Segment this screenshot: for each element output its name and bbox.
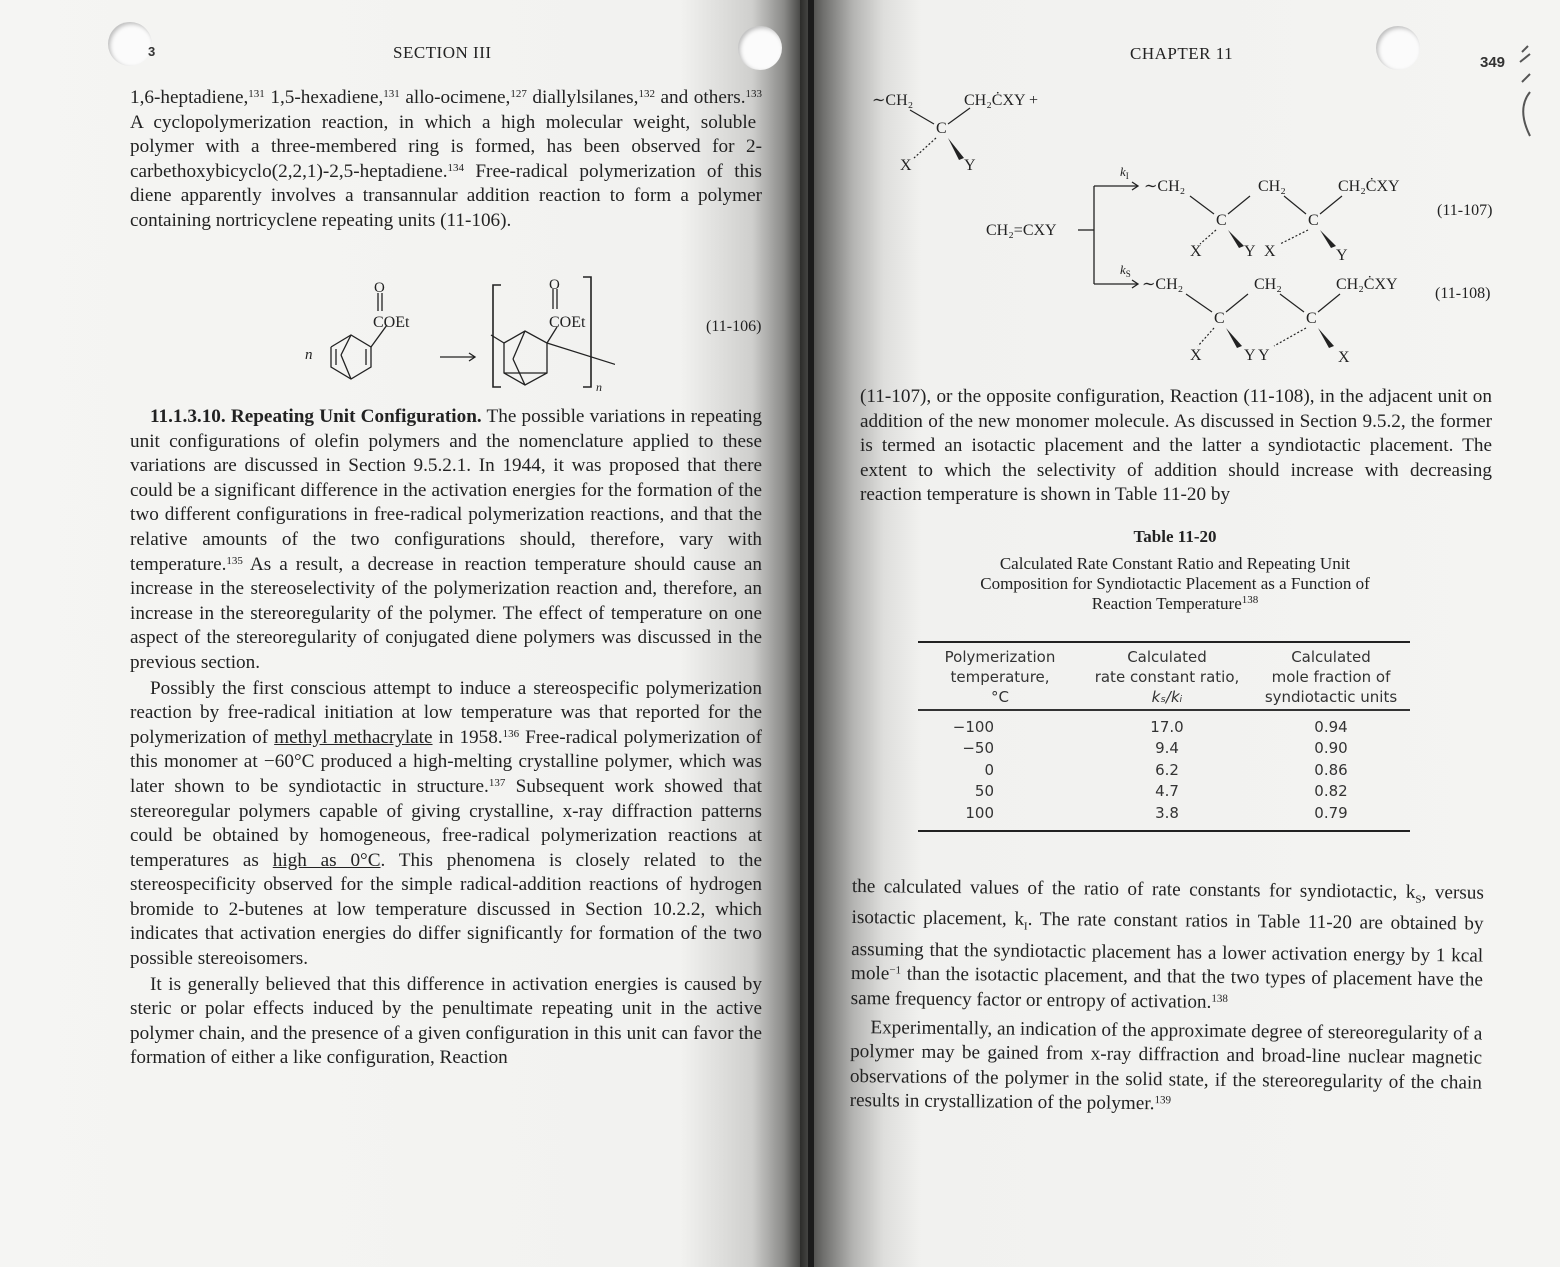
svg-text:X: X <box>1190 243 1202 260</box>
svg-text:Y: Y <box>1258 347 1270 364</box>
header-temperature: Polymerization temperature, °C <box>944 648 1056 706</box>
text: Free-radical polymerization of this diene apparently involves a transannular addition reaction to form a polymer containing nortricyclene repeating units (11-106). <box>130 160 762 231</box>
table-row: −100 17.0 0.94 <box>952 717 1348 736</box>
svg-text:X: X <box>1264 243 1276 260</box>
svg-text:CH₂ĊXY: CH₂ĊXY <box>1336 276 1398 293</box>
syndiotactic-product <box>1142 275 1398 366</box>
monomer-coefficient: n <box>305 347 313 363</box>
right-para-1: (11-107), or the opposite configuration, Reaction (11-108), in the adjacent unit on addition of the new monomer molecule. As discussed in Section 9.5.2, the former is termed an isotactic placement and the latter a syndiotactic placement. The extent to which the selectivity of addition should increase with decreasing reaction temperature is shown in Table 11-20 by <box>860 386 1492 506</box>
footnote-ref: 131 <box>383 88 400 100</box>
page-number: 349 <box>1480 54 1506 71</box>
k-isotactic-label: $k_I$ <box>1120 164 1129 181</box>
text: . This phenomena is closely related to the stereospecificity observed for the simple radical-addition reactions of hydrogen bromide to 2-butenes at low temperature discussed in Section 10.2.2, which indicates that activation energies do differ significantly for formation of the two possible stereoisomers. <box>130 849 762 970</box>
left-para-4: It is generally believed that this difference in activation energies is caused by steric or polar effects induced by the penultimate repeating unit in the active polymer chain, and the presence of a given configuration in this unit can favor the formation of either a like configuration, Reaction <box>130 973 762 1069</box>
footnote-ref: 138 <box>1241 594 1259 606</box>
running-head-left: SECTION III <box>393 43 492 62</box>
footnote-ref: 139 <box>1154 1094 1172 1107</box>
footnote-ref: 137 <box>488 776 506 789</box>
section-heading: 11.1.3.10. Repeating Unit Configuration. <box>150 406 482 427</box>
isotactic-product <box>1144 177 1400 264</box>
repeat-subscript: n <box>596 380 602 394</box>
radical-group: CH₂ĊXY + <box>964 92 1039 109</box>
svg-text:C: C <box>1214 310 1225 327</box>
syndiotactic-bonds <box>1186 294 1340 346</box>
footnote-ref: 138 <box>1211 992 1228 1005</box>
norbornadiene-ring <box>331 293 387 379</box>
equation-label-11-108: (11-108) <box>1435 285 1491 302</box>
table-row: 50 4.7 0.82 <box>974 782 1348 800</box>
table-row: −50 9.4 0.90 <box>962 739 1348 757</box>
polymer-carbonyl-oxygen: O <box>549 277 560 293</box>
svg-text:∼CH₂: ∼CH₂ <box>1144 178 1186 195</box>
text: Possibly the first conscious attempt to induce a stereospecific polymerization reaction by free-radical initiation at low temperature was that reported for the polymerization of <box>130 677 762 748</box>
table-number: Table 11-20 <box>1133 527 1217 546</box>
svg-text:Y: Y <box>1244 243 1256 260</box>
wedge-bond <box>1228 230 1244 248</box>
footnote-ref: 136 <box>502 727 520 740</box>
wedge-bond <box>1226 328 1242 348</box>
right-para-2: the calculated values of the ratio of rate constants for syndiotactic, $k_S$, versus isotactic placement, $k_I$. The rate constant ratios in Table 11-20 are obtained by assuming that the syndiotactic placement has a lower activation energy by 1 kcal mole$^{-1}$ than the isotactic placement, and that the two types of placement have the same frequency factor or entropy of activation.$^{138}$ Experimentally, an indication of the approximate degree of stereoregularity of a polymer may be gained from x-ray diffraction and broad-line nuclear magnetic observations of the polymer in the solid state, if the stereoregularity of the chain results in crystallization of the polymer.$^{139}$ <box>849 875 1484 1115</box>
caption-line: Calculated Rate Constant Ratio and Repeating Unit <box>999 554 1351 573</box>
reaction-scheme <box>860 80 1520 380</box>
table-11-20 <box>918 641 1410 832</box>
text: Free-radical polymerization of this monomer at −60°C produced a high-melting crystalline polymer, which was later shown to be syndiotactic in structure. <box>130 726 762 797</box>
caption-line: Reaction Temperature$^{138}$ <box>1091 594 1259 613</box>
equation-11-106-structure <box>295 275 615 395</box>
chain-end: ∼CH₂ <box>872 92 914 109</box>
text: 1,6-heptadiene, <box>130 87 249 108</box>
table-body <box>918 711 1410 831</box>
header-rate-ratio: Calculated rate constant ratio, kₛ/kᵢ <box>1094 648 1240 706</box>
text: Subsequent work showed that stereoregular polymers capable of giving crystalline, x-ray diffraction patterns could be obtained by homogeneous, free-radical polymerization reactions at temperatures as <box>130 775 762 871</box>
underlined-annotation: methyl methacrylate <box>274 726 433 748</box>
table-header <box>918 643 1410 709</box>
running-head-right: CHAPTER 11 <box>1130 44 1234 63</box>
reaction-arrow <box>440 353 475 361</box>
polymer-brackets <box>493 277 591 387</box>
footnote-ref: 133 <box>745 88 762 100</box>
svg-text:X: X <box>1338 349 1350 366</box>
monomer: CH₂=CXY <box>986 222 1057 239</box>
text: allo-ocimene, <box>399 87 511 108</box>
svg-text:C: C <box>1308 212 1319 229</box>
wedge-bond <box>1318 328 1334 348</box>
superscript: −1 <box>889 964 902 977</box>
footnote-ref: 134 <box>447 161 465 174</box>
book-gutter <box>808 0 814 1267</box>
text: A cyclopolymerization reaction, in which a high molecular weight, soluble polymer with a three-membered ring is formed, has been observed for 2-carbethoxybicyclo(2,2,1)-2,5-heptadiene. <box>130 111 762 182</box>
table-caption <box>900 527 1450 614</box>
svg-text:∼CH₂: ∼CH₂ <box>1142 276 1184 293</box>
punch-hole-right <box>1376 26 1420 70</box>
footnote-ref: 132 <box>638 88 655 100</box>
text: 1,5-hexadiene, <box>264 87 384 108</box>
ester-group: COEt <box>373 314 410 331</box>
nortricyclene-ring <box>491 289 615 385</box>
table-row: 100 3.8 0.79 <box>965 803 1348 822</box>
k-syndiotactic-label: $k_S$ <box>1120 262 1131 279</box>
svg-text:C: C <box>1306 310 1317 327</box>
table-row: 0 6.2 0.86 <box>984 760 1348 779</box>
left-folio: 3 <box>148 44 156 59</box>
underlined-annotation: high as 0°C <box>272 849 381 871</box>
footnote-ref: 135 <box>226 554 243 567</box>
punch-hole-left <box>108 22 152 66</box>
text: in 1958. <box>432 726 503 748</box>
svg-text:Y: Y <box>1244 347 1256 364</box>
punch-hole-center-left <box>738 26 782 70</box>
footnote-ref: 127 <box>510 88 527 100</box>
carbonyl-oxygen: O <box>374 280 385 296</box>
wedge-bond <box>948 138 964 160</box>
svg-text:CH₂: CH₂ <box>1258 178 1286 195</box>
isotactic-bonds <box>1190 196 1342 244</box>
svg-text:C: C <box>1216 212 1227 229</box>
svg-text:X: X <box>1190 347 1202 364</box>
y-substituent: Y <box>964 157 976 174</box>
svg-text:CH₂ĊXY: CH₂ĊXY <box>1338 178 1400 195</box>
wedge-bond <box>1320 230 1336 248</box>
polymer-ester-group: COEt <box>549 314 586 331</box>
equation-label-11-107: (11-107) <box>1437 202 1493 219</box>
svg-text:Y: Y <box>1336 247 1348 264</box>
carbon-atom: C <box>936 120 947 137</box>
text: diallylsilanes, <box>526 87 639 108</box>
svg-text:CH₂: CH₂ <box>1254 276 1282 293</box>
left-para-2 <box>130 405 762 1071</box>
equation-label-11-106: (11-106) <box>706 318 762 335</box>
text: As a result, a decrease in reaction temperature should cause an increase in the stereoselectivity of the polymerization reaction and, therefore, an increase in the stereoregularity of the polymer. The effect of temperature on one aspect of the stereoregularity of conjugated diene polymers was discussed in the previous section. <box>130 553 762 673</box>
footnote-ref: 131 <box>248 88 265 100</box>
left-para-1 <box>130 86 762 234</box>
text: and others. <box>654 87 746 108</box>
header-mole-fraction: Calculated mole fraction of syndiotactic units <box>1264 648 1398 706</box>
x-substituent: X <box>900 157 912 174</box>
caption-line: Composition for Syndiotactic Placement as a Function of <box>980 574 1370 593</box>
table-bottom-rule <box>918 830 1410 832</box>
text: The possible variations in repeating unit configurations of olefin polymers and the nomenclature applied to these variations are discussed in Section 9.5.2.1. In 1944, it was proposed that there could be a significant difference in the activation energies for the formation of the two different configurations in free-radical polymerization reactions, and that the relative amounts of the two configurations should, therefore, vary with temperature. <box>130 406 762 575</box>
